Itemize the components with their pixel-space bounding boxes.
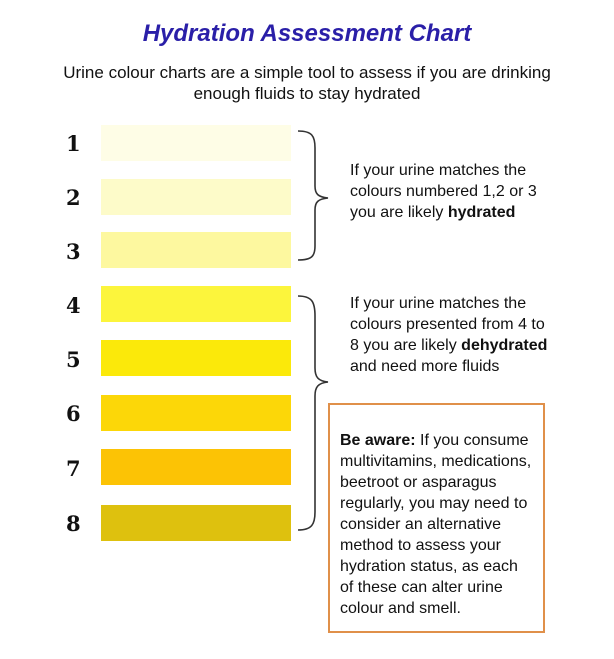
scale-number-7: 7 — [66, 456, 81, 481]
colour-swatch-7 — [101, 449, 291, 485]
dehydrated-emphasis: dehydrated — [461, 337, 548, 354]
hydrated-note-text: If your urine matches the colours numbered 1,2 or 3 you are likely — [350, 162, 537, 221]
dehydrated-note — [350, 293, 550, 377]
scale-number-3: 3 — [66, 239, 81, 264]
scale-number-1: 1 — [66, 131, 81, 156]
colour-swatch-8 — [101, 505, 291, 541]
dehydrated-brace — [298, 296, 328, 530]
scale-number-8: 8 — [66, 511, 81, 536]
hydrated-brace — [298, 131, 328, 260]
be-aware-label: Be aware: — [340, 432, 416, 449]
scale-number-6: 6 — [66, 401, 81, 426]
scale-number-2: 2 — [66, 185, 81, 210]
colour-swatch-3 — [101, 232, 291, 268]
hydrated-emphasis: hydrated — [447, 204, 516, 221]
scale-number-5: 5 — [66, 347, 81, 372]
be-aware-text: If you consume multivitamins, medications, beetroot or asparagus regularly, you may need to consider an alternative method to assess your hydration status, as each of these can alter urine colour and smell. — [340, 432, 532, 617]
scale-number-4: 4 — [66, 293, 81, 318]
hydrated-note — [350, 160, 550, 223]
colour-swatch-2 — [101, 179, 291, 215]
subtitle: Urine colour charts are a simple tool to assess if you are drinking enough fluids to stay hydrated — [63, 63, 551, 103]
page-title: Hydration Assessment Chart — [142, 20, 472, 47]
dehydrated-note-text: If your urine matches the colours presented from 4 to 8 you are likely — [350, 295, 545, 354]
dehydrated-note-tail: and need more fluids — [350, 358, 500, 375]
colour-swatch-6 — [101, 395, 291, 431]
colour-swatch-4 — [101, 286, 291, 322]
colour-swatch-1 — [101, 125, 291, 161]
be-aware-box — [328, 403, 545, 633]
colour-swatch-5 — [101, 340, 291, 376]
